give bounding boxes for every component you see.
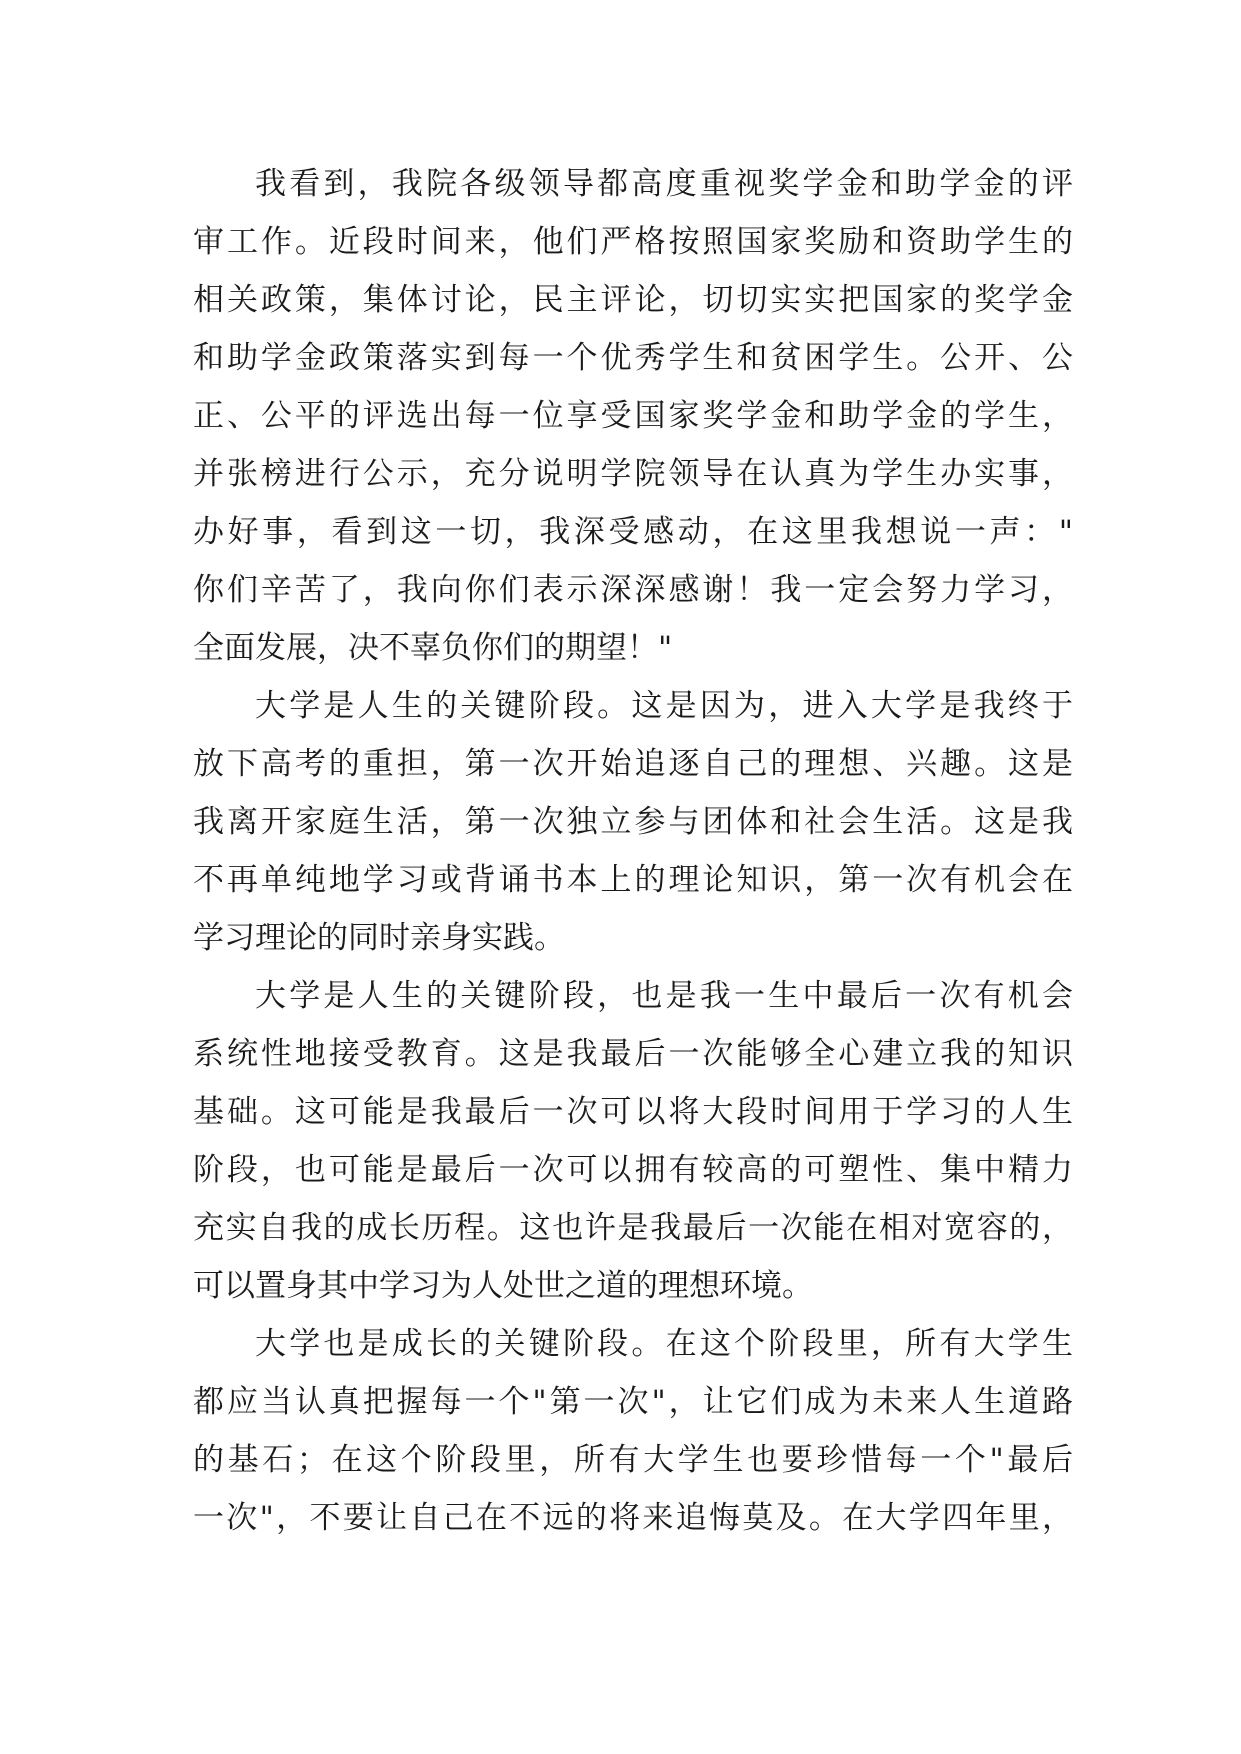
text-line: 基础。这可能是我最后一次可以将大段时间用于学习的人生 bbox=[193, 1094, 1073, 1130]
text-line: 的基石；在这个阶段里，所有大学生也要珍惜每一个"最后 bbox=[193, 1442, 1073, 1478]
text-line: 相关政策，集体讨论，民主评论，切切实实把国家的奖学金 bbox=[193, 282, 1073, 318]
document-body bbox=[193, 155, 1073, 1547]
text-line: 我离开家庭生活，第一次独立参与团体和社会生活。这是我 bbox=[193, 804, 1073, 840]
text-line: 和助学金政策落实到每一个优秀学生和贫困学生。公开、公 bbox=[193, 340, 1073, 376]
text-line: 我看到，我院各级领导都高度重视奖学金和助学金的评 bbox=[255, 166, 1073, 202]
text-line: 不再单纯地学习或背诵书本上的理论知识，第一次有机会在 bbox=[193, 862, 1073, 898]
text-line: 大学是人生的关键阶段。这是因为，进入大学是我终于 bbox=[255, 688, 1073, 724]
text-line: 你们辛苦了，我向你们表示深深感谢！我一定会努力学习， bbox=[193, 572, 1073, 608]
paragraph-last-chance-education bbox=[193, 967, 1073, 1315]
paragraph-growth-stage bbox=[193, 1315, 1073, 1547]
text-line: 正、公平的评选出每一位享受国家奖学金和助学金的学生， bbox=[193, 398, 1073, 434]
text-line: 大学是人生的关键阶段，也是我一生中最后一次有机会 bbox=[255, 978, 1073, 1014]
paragraph-scholarship-thanks bbox=[193, 155, 1073, 677]
text-line: 充实自我的成长历程。这也许是我最后一次能在相对宽容的， bbox=[193, 1210, 1073, 1246]
text-line: 一次"，不要让自己在不远的将来追悔莫及。在大学四年里， bbox=[193, 1500, 1073, 1536]
text-line: 阶段，也可能是最后一次可以拥有较高的可塑性、集中精力 bbox=[193, 1152, 1073, 1188]
text-line: 办好事，看到这一切，我深受感动，在这里我想说一声：" bbox=[193, 514, 1073, 550]
text-line: 并张榜进行公示，充分说明学院领导在认真为学生办实事， bbox=[193, 456, 1073, 492]
text-line: 系统性地接受教育。这是我最后一次能够全心建立我的知识 bbox=[193, 1036, 1073, 1072]
text-line: 可以置身其中学习为人处世之道的理想环境。 bbox=[193, 1268, 813, 1304]
text-line: 审工作。近段时间来，他们严格按照国家奖励和资助学生的 bbox=[193, 224, 1073, 260]
text-line: 全面发展，决不辜负你们的期望！" bbox=[193, 630, 673, 666]
paragraph-university-key-stage bbox=[193, 677, 1073, 967]
text-line: 都应当认真把握每一个"第一次"，让它们成为未来人生道路 bbox=[193, 1384, 1073, 1420]
text-line: 大学也是成长的关键阶段。在这个阶段里，所有大学生 bbox=[255, 1326, 1073, 1362]
text-line: 放下高考的重担，第一次开始追逐自己的理想、兴趣。这是 bbox=[193, 746, 1073, 782]
text-line: 学习理论的同时亲身实践。 bbox=[193, 920, 565, 956]
